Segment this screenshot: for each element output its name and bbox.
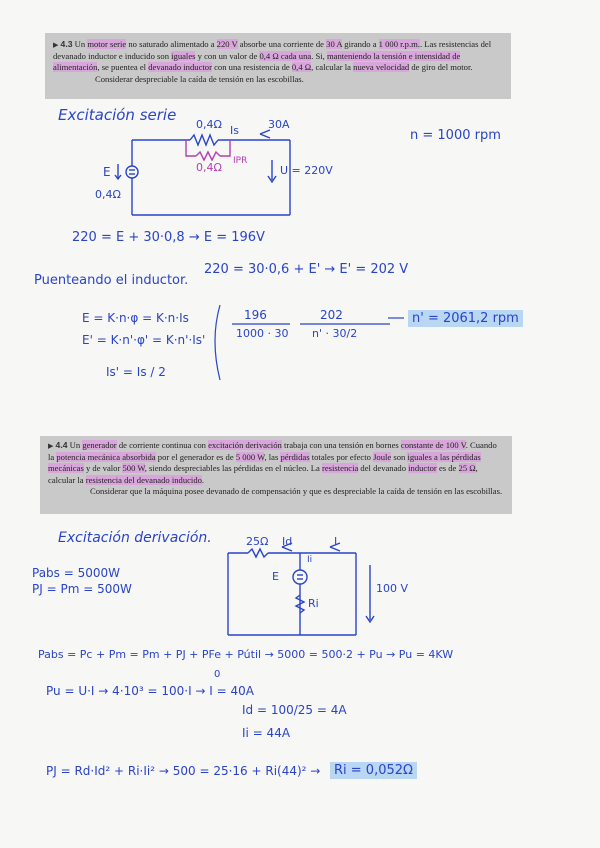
result-speed: n' = 2061,2 rpm [408,310,523,327]
equation-ii: Ii = 44A [242,726,291,740]
label-100v: 100 V [376,582,409,595]
problem-4-3-text: ▶ 4.3 Un motor serie no saturado alimentado a 220 V absorbe una corriente de 30 A girando a 1 000 r.p.m.. Las resistencias del devanado inductor e inducido son iguales y con un valor de 0,4 Ω cada una. Si, manteniendo la tensión e intensidad de alimentación, se puentea el devanado inductor con una resistencia de 0,4 Ω, calcular la nueva velocidad de giro del motor. [53,39,492,73]
label-ipr: IPR [233,156,248,166]
equation-2: 220 = 30·0,6 + E' → E' = 202 V [204,262,409,277]
label-pj: PJ = Pm = 500W [32,582,132,596]
heading-excitacion-serie: Excitación serie [58,106,177,124]
problem-number: 4.3 [60,39,73,49]
problem-number-2: 4.4 [55,440,68,450]
label-e2: E [272,570,279,583]
power-balance: Pabs = Pc + Pm = Pm + PJ + PFe + Pútil → 5000 = 500·2 + Pu → Pu = 4KW [38,648,454,661]
label-i: I [334,535,338,548]
label-e: E [103,165,111,179]
fraction-2-den: n' · 30/2 [312,327,358,340]
equation-pj: PJ = Rd·Id² + Ri·Ii² → 500 = 25·16 + Ri(44)² → [46,764,321,778]
fraction-2-num: 202 [320,308,343,322]
armature-emf [293,570,307,584]
label-is: Is [230,124,239,137]
label-voltage: U = 220V [280,164,333,177]
label-bridging: Puenteando el inductor. [34,273,189,288]
problem-4-4-text: ▶ 4.4 Un generador de corriente continua con excitación derivación trabaja con una tensión en bornes constante de 100 V. Cuando la potencia mecánica absorbida por el generador es de 5 000 W, las pérdidas totales por efecto Joule son iguales a las pérdidas mecánicas y de valor 500 W, siendo despreciables las pérdidas en el núcleo. La resistencia del devanado inductor es de 25 Ω, calcular la resistencia del devanado inducido. [48,440,497,485]
equation-1: 220 = E + 30·0,8 → E = 196V [72,230,265,245]
label-r-int: 0,4Ω [95,188,121,201]
equation-e: E = K·n·φ = K·n·Is [82,311,189,325]
label-pabs: Pabs = 5000W [32,566,121,580]
triangle-marker-icon: ▶ [53,41,59,49]
problem-4-3-note: Considerar despreciable la caída de tensión en las escobillas. [95,73,304,84]
fraction-1-num: 196 [244,308,267,322]
label-zero: 0 [214,669,221,680]
problem-4-4-note: Considerar que la máquina posee devanado de compensación y que es despreciable la caída de tensión en las escobillas. [90,485,503,496]
label-r-shunt: 25Ω [246,535,269,548]
equation-e-prime: E' = K·n'·φ' = K·n'·Is' [82,333,206,347]
triangle-marker-icon-2: ▶ [48,442,54,450]
label-current: 30A [268,118,290,131]
label-r-series: 0,4Ω [196,118,222,131]
result-ri: Ri = 0,052Ω [330,762,417,779]
label-id: Id [282,535,293,548]
equation-pu: Pu = U·I → 4·10³ = 100·I → I = 40A [46,684,254,698]
label-r-bridge: 0,4Ω [196,161,222,174]
shunt-resistor [248,549,268,557]
heading-excitacion-derivacion: Excitación derivación. [58,530,212,546]
label-speed: n = 1000 rpm [410,128,501,143]
label-ii: Ii [307,555,313,565]
fraction-1-den: 1000 · 30 [236,327,289,340]
equation-is-prime: Is' = Is / 2 [106,365,166,379]
label-ri: Ri [308,597,319,610]
equation-id: Id = 100/25 = 4A [242,703,347,717]
